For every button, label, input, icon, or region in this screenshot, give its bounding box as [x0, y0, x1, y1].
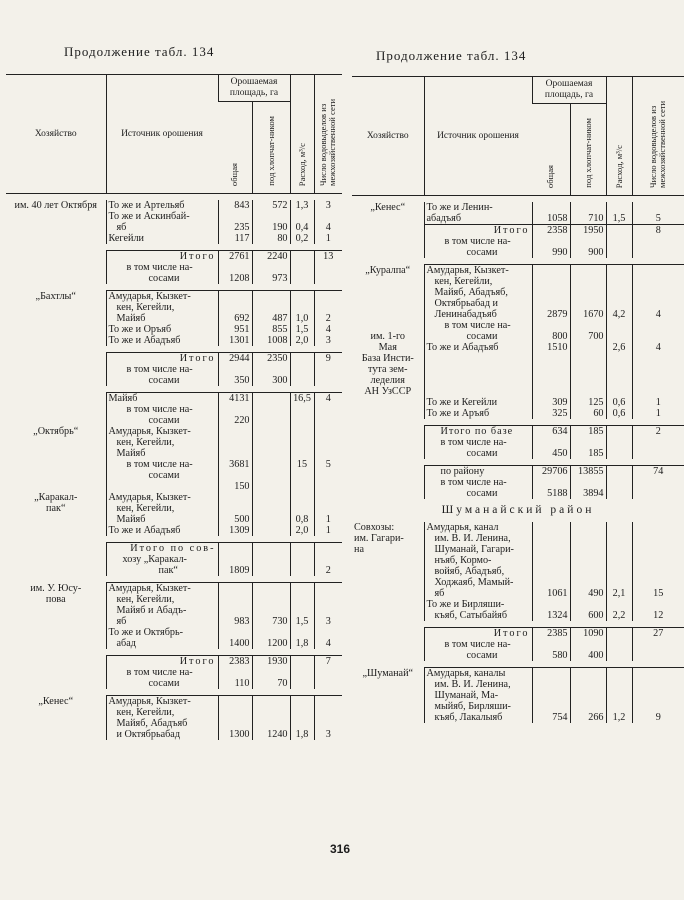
- header-source: Источник орошения: [106, 75, 218, 194]
- table-row: Итого в том числе на- сосами 2761 1208 2240 973 13: [6, 251, 342, 285]
- header-farm: Хозяйство: [6, 75, 106, 194]
- header-irrigated: Орошаемая площадь, га: [218, 75, 290, 102]
- table-row: „Куралпа“ им. 1-го Мая База Инсти- тута зем- леделия АН УзССР Амударья, Кызкет- кен, Кегейли, Майяб, Абадъяб, Октябрьабад и Ленинабадъяб в том числе на- сосами То же и Абадъяб То же и Кегейли То же и Аръяб 2879 800 1510 309 325 1670 700 125 60 4,2 2,6 0,6 0,6 4 4 1 1: [352, 265, 684, 420]
- table-row: Итого в том числе на- сосами 2944 350 2350 300 9: [6, 353, 342, 387]
- table-row: „Каракал- пак“ Амударья, Кызкет- кен, Кегейли, Майяб То же и Абадъяб 500 1309 0,8 2,0 1 1: [6, 492, 342, 536]
- right-table: [352, 76, 684, 723]
- header-irrigated: Орошаемая площадь, га: [532, 77, 606, 104]
- table-row: [6, 200, 342, 244]
- farm-cell: „Кенес“: [38, 695, 74, 707]
- table-row: им. У. Юсу- пова Амударья, Кызкет- кен, Кегейли, Майяб и Абадъ- яб То же и Октябрь- абад 983 1400 730 1200 1,5 1,8 3 4: [6, 583, 342, 650]
- source-cell: Амударья, Кызкет- кен, Кегейли, Майяб, Абадъяб и Октябрьабад: [106, 696, 218, 741]
- table-row: Совхозы: им. Гагари- на Амударья, канал им. В. И. Ленина, Шуманай, Гагари- нъяб, Кормо- войяб, Абадъяб, Ходжаяб, Мамый- яб То же и Бирляши- къяб, Сатыбайяб 1061 1324 490 600 2,1 2,2 15 12: [352, 522, 684, 621]
- page-number: 316: [330, 842, 351, 856]
- source-cell: То же и Ленин- абадъяб: [424, 202, 532, 225]
- source-cell: Амударья, каналы им. В. И. Ленина, Шуманай, Ма- мыйяб, Бирляши- къяб, Лакалыяб: [424, 668, 532, 724]
- source-cell: Майяб в том числе на- сосами Амударья, Кызкет- кен, Кегейли, Майяб в том числе на- сосами: [106, 393, 218, 493]
- table-row: „Кенес“ Амударья, Кызкет- кен, Кегейли, Майяб, Абадъяб и Октябрьабад 1300 1240 1,8 3: [6, 696, 342, 741]
- flow-cell: 1,3 0,4 0,2: [290, 200, 314, 244]
- section-row: [352, 499, 684, 522]
- subtotal-label: Итого по сов- хозу „Каракал- пак“: [106, 543, 218, 577]
- farm-cell: им. 40 лет Октября: [14, 200, 97, 211]
- source-cell: Амударья, Кызкет- кен, Кегейли, Майяб То же и Абадъяб: [106, 492, 218, 536]
- table-row: „Бахтлы“ Амударья, Кызкет- кен, Кегейли, Майяб То же и Оръяб То же и Абадъяб 692 951 1301 487 855 1008 1,0 1,5 2,0 2 4 3: [6, 291, 342, 347]
- header-farm: Хозяйство: [352, 77, 424, 196]
- source-cell: Амударья, Кызкет- кен, Кегейли, Майяб То же и Оръяб То же и Абадъяб: [106, 291, 218, 347]
- subtotal-label: Итого в том числе на- сосами: [106, 656, 218, 690]
- farm-cell: им. У. Юсу- пова: [30, 582, 82, 605]
- subtotal-label: Итого в том числе на- сосами: [424, 225, 532, 259]
- right-table-caption: Продолжение табл. 134: [376, 48, 527, 63]
- header-flow: Расход, м³/с: [606, 77, 632, 196]
- source-cell: Амударья, Кызкет- кен, Кегейли, Майяб, Абадъяб, Октябрьабад и Ленинабадъяб в том числе на- сосами То же и Абадъяб То же и Кегейли То же и Аръяб: [424, 265, 532, 420]
- cotton-cell: 572 190 80: [252, 200, 290, 244]
- district-heading: Шуманайский район: [441, 504, 595, 516]
- header-total: общая: [532, 104, 570, 196]
- header-source: Источник орошения: [424, 77, 532, 196]
- source-cell: Амударья, Кызкет- кен, Кегейли, Майяб и Абадъ- яб То же и Октябрь- абад: [106, 583, 218, 650]
- table-row: Итого в том числе на- сосами 2385 580 1090 400 27: [352, 628, 684, 662]
- left-table: [6, 74, 342, 740]
- farm-cell: „Каракал- пак“: [34, 492, 78, 514]
- header-cotton: под хлопчат-ником: [252, 102, 290, 194]
- farm-cell: „Куралпа“ им. 1-го Мая База Инсти- тута зем- леделия АН УзССР: [361, 264, 414, 397]
- farm-cell: „Кенес“: [370, 202, 406, 213]
- table-row: Итого по базе в том числе на- сосами 634 450 185 185 2: [352, 426, 684, 460]
- table-row: Итого в том числе на- сосами 2358 990 1950 900 8: [352, 225, 684, 259]
- table-row: Итого по сов- хозу „Каракал- пак“ 1809 2: [6, 543, 342, 577]
- left-table-caption: Продолжение табл. 134: [64, 44, 215, 59]
- header-cotton: под хлопчат-ником: [570, 104, 606, 196]
- source-cell: То же и Артельяб То же и Аскинбай- яб Кегейли: [106, 200, 218, 244]
- table-row: „Кенес“ То же и Ленин- абадъяб 1058 710 1,5 5: [352, 202, 684, 225]
- header-count: Число водовыделов из межхозяйственной сети: [314, 75, 342, 194]
- table-row: Итого в том числе на- сосами 2383 110 1930 70 7: [6, 656, 342, 690]
- total-cell: 843 235 117: [218, 200, 252, 244]
- farm-cell: „Октябрь“: [33, 425, 79, 437]
- header-count: Число водовыделов из межхозяйственной сети: [632, 77, 684, 196]
- subtotal-label: Итого в том числе на- сосами: [106, 353, 218, 387]
- farm-cell: „Бахтлы“: [35, 290, 76, 302]
- farm-cell: „Шуманай“: [362, 667, 414, 679]
- table-row: „Шуманай“ Амударья, каналы им. В. И. Ленина, Шуманай, Ма- мыйяб, Бирляши- къяб, Лакалыяб 754 266 1,2 9: [352, 668, 684, 724]
- table-row: по району в том числе на- сосами 29706 5188 13855 3894 74: [352, 466, 684, 500]
- subtotal-label: по району в том числе на- сосами: [424, 466, 532, 500]
- source-cell: Амударья, канал им. В. И. Ленина, Шуманай, Гагари- нъяб, Кормо- войяб, Абадъяб, Ходжаяб, Мамый- яб То же и Бирляши- къяб, Сатыбайяб: [424, 522, 532, 621]
- subtotal-label: Итого в том числе на- сосами: [424, 628, 532, 662]
- subtotal-label: Итого в том числе на- сосами: [106, 251, 218, 285]
- farm-cell: Совхозы: им. Гагари- на: [354, 522, 404, 555]
- header-total: общая: [218, 102, 252, 194]
- count-cell: 3 4 1: [314, 200, 342, 244]
- header-flow: Расход, м³/с: [290, 75, 314, 194]
- subtotal-label: Итого по базе в том числе на- сосами: [424, 426, 532, 460]
- table-row: „Октябрь“ Майяб в том числе на- сосами Амударья, Кызкет- кен, Кегейли, Майяб в том числе на- сосами 4131 220 3681 150 16,5 15 4 5: [6, 393, 342, 493]
